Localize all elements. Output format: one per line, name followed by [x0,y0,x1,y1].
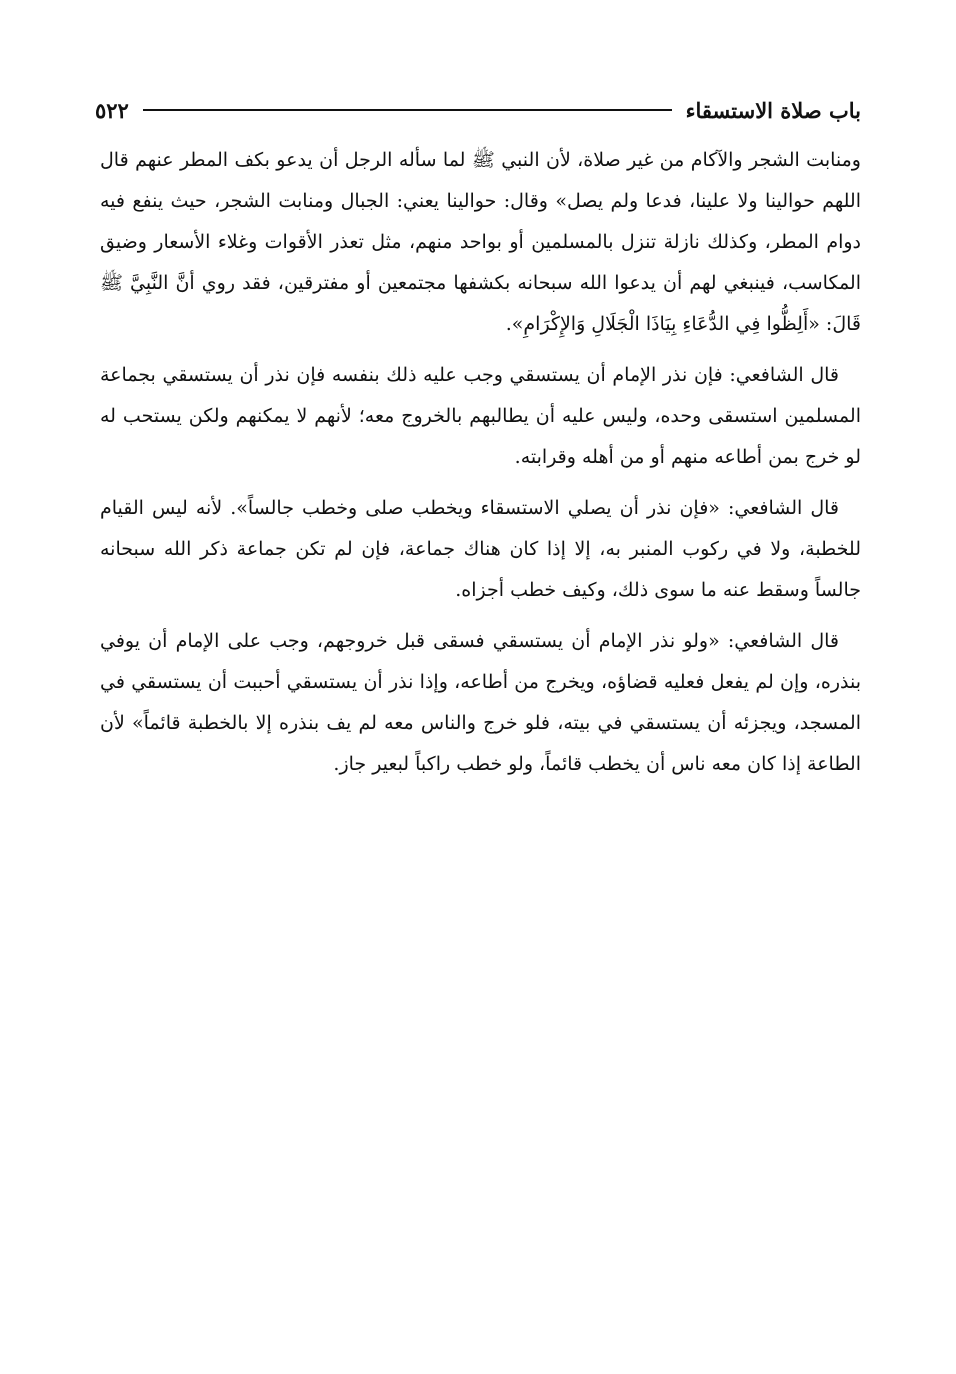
page-number: ٥٢٢ [95,97,129,123]
paragraph-1: ومنابت الشجر والآكام من غير صلاة، لأن النبي ﷺ لما سأله الرجل أن يدعو بكف المطر عنهم قال اللهم حوالينا ولا علينا، فدعا ولم يصل» وقال: حوالينا يعني: الجبال ومنابت الشجر، حيث ينفع فيه دوام المطر، وكذلك نازلة تنزل بالمسلمين أو بواحد منهم، مثل تعذر الأقوات وغلاء الأسعار وضيق المكاسب، فينبغي لهم أن يدعوا الله سبحانه بكشفها مجتمعين أو مفترقين، فقد روي أنَّ النَّبِيَّ ﷺ قَالَ: «أَلِظُّوا فِي الدُّعَاءِ بِيَاذَا الْجَلَالِ وَالإِكْرَامِ». [100,149,861,335]
page-body [100,140,861,795]
header-rule [143,109,672,111]
paragraph-2: قال الشافعي: فإن نذر الإمام أن يستسقي وجب عليه ذلك بنفسه فإن نذر أن يستسقي بجماعة المسلمين استسقى وحده، وليس عليه أن يطالبهم بالخروج معه؛ لأنهم لا يمكنهم ولكن يستحب له لو خرج بمن أطاعه منهم أو من أهله وقرابته. [100,364,861,468]
chapter-title: باب صلاة الاستسقاء [685,97,861,123]
running-header [95,93,861,127]
paragraph-4: قال الشافعي: «ولو نذر الإمام أن يستسقي فسقى قبل خروجهم، وجب على الإمام أن يوفي بنذره، وإن لم يفعل فعليه قضاؤه، ويخرج من أطاعه، وإذا نذر أن يستسقي أحببت أن يستسقي في المسجد، ويجزئه أن يستسقي في بيته، فلو خرج والناس معه لم يف بنذره إلا بالخطبة قائماً» لأن الطاعة إذا كان معه ناس أن يخطب قائماً، ولو خطب راكباً لبعير جاز. [100,630,861,775]
paragraph-3: قال الشافعي: «فإن نذر أن يصلي الاستسقاء ويخطب صلى وخطب جالساً». لأنه ليس القيام للخطبة، ولا في ركوب المنبر به، إلا إذا كان هناك جماعة، فإن لم تكن جماعة ذكر الله سبحانه جالساً وسقط عنه ما سوى ذلك، وكيف خطب أجزاه. [100,497,861,601]
